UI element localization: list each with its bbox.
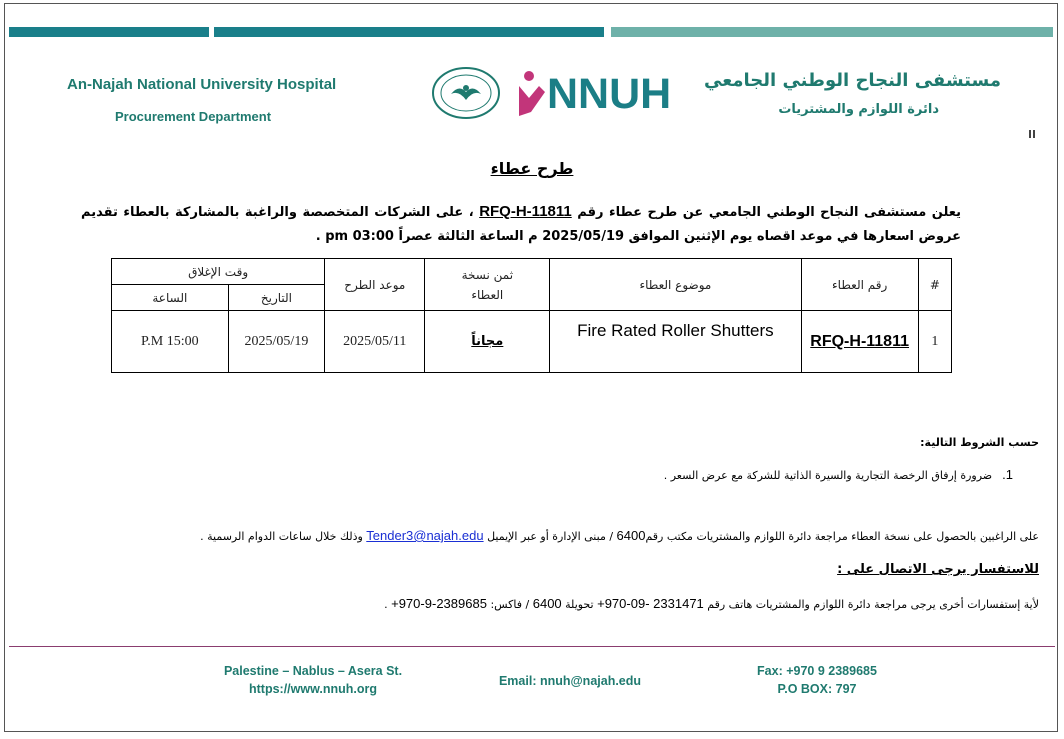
inquiry-text-1: لأية إستفسارات أخرى يرجى مراجعة دائرة اللوازم والمشتريات هاتف رقم xyxy=(703,598,1039,611)
footer-address-block xyxy=(213,662,413,698)
contact-heading: للاستفسار يرجى الاتصال على : xyxy=(837,562,1039,577)
paragraph-mark-icon xyxy=(1027,129,1037,139)
tender-copy-text-3: وذلك خلال ساعات الدوام الرسمية . xyxy=(200,530,367,543)
announcement-rfq-number: RFQ-H-11811 xyxy=(479,203,572,220)
inquiry-text-3: / فاكس: xyxy=(486,598,533,611)
nnuh-logo-text: NNUH xyxy=(547,70,672,118)
header-bar-right xyxy=(611,27,1053,37)
col-closing-header: وقت الإغلاق xyxy=(112,259,325,285)
footer-contact-block xyxy=(717,662,917,698)
col-subject-header: موضوع العطاء xyxy=(550,259,801,311)
inquiry-info xyxy=(384,596,1039,611)
condition-item-1 xyxy=(664,467,1013,482)
row-index: 1 xyxy=(918,311,951,373)
tender-announcement xyxy=(81,200,961,249)
col-index-header: # xyxy=(918,259,951,311)
row-tender-date: 2025/05/11 xyxy=(325,311,425,373)
tender-table xyxy=(111,258,952,373)
header-bar-left xyxy=(9,27,209,37)
footer-address: Palestine – Nablus – Asera St. xyxy=(223,664,403,678)
row-closing-date: 2025/05/19 xyxy=(228,311,325,373)
col-number-header: رقم العطاء xyxy=(801,259,918,311)
footer-email: Email: nnuh@najah.edu xyxy=(498,674,642,688)
university-seal-icon xyxy=(431,66,501,120)
col-price-header: ثمن نسخة العطاء xyxy=(425,259,550,311)
hospital-name-english: An-Najah National University Hospital xyxy=(67,76,337,93)
tender-heading: طرح عطاء xyxy=(490,159,574,178)
extension-number: 6400 xyxy=(532,596,562,611)
hospital-name-arabic: مستشفى النجاح الوطني الجامعي xyxy=(704,70,1001,91)
announcement-text-2: ، على الشركات المتخصصة والراغبة بالمشاركة بالعطاء تقديم عروض اسعارها في موعد اقصاه يوم الإثنين الموافق 2025/05/19 م الساعة الثالثة عصراً 03:00 pm . xyxy=(81,205,961,244)
footer-divider xyxy=(9,646,1055,647)
office-number: 6400 xyxy=(616,528,646,543)
footer-pobox: P.O BOX: 797 xyxy=(777,682,857,696)
col-closing-date-header: التاريخ xyxy=(228,285,325,311)
condition-item-text: ضرورة إرفاق الرخصة التجارية والسيرة الذاتية للشركة مع عرض السعر . xyxy=(663,469,993,482)
col-closing-time-header: الساعة xyxy=(112,285,229,311)
conditions-title: حسب الشروط التالية: xyxy=(920,436,1039,449)
row-tender-price: مجاناً xyxy=(425,311,550,373)
inquiry-text-2: تحويلة xyxy=(561,598,598,611)
tender-copy-text-2: / مبنى الإدارة أو عبر الإيميل xyxy=(483,530,617,543)
fax-number: 2389685-9-970+ xyxy=(391,596,487,611)
condition-item-number: 1. xyxy=(1002,467,1013,482)
footer-fax: Fax: +970 9 2389685 xyxy=(757,664,877,678)
row-tender-number: RFQ-H-11811 xyxy=(801,311,918,373)
phone-number: 2331471 -09-970+ xyxy=(597,596,704,611)
table-row xyxy=(112,311,952,373)
tender-email-link[interactable]: Tender3@najah.edu xyxy=(366,528,484,543)
tender-copy-info xyxy=(200,528,1039,543)
announcement-text-1: يعلن مستشفى النجاح الوطني الجامعي عن طرح عطاء رقم xyxy=(571,205,961,220)
header-bar-middle xyxy=(214,27,604,37)
row-closing-time: P.M 15:00 xyxy=(112,311,229,373)
tender-copy-text-1: على الراغبين بالحصول على نسخة العطاء مراجعة دائرة اللوازم والمشتريات مكتب رقم xyxy=(645,530,1039,543)
footer-website: https://www.nnuh.org xyxy=(249,682,377,696)
department-name-arabic: دائرة اللوازم والمشتريات xyxy=(778,102,939,117)
col-date-header: موعد الطرح xyxy=(325,259,425,311)
inquiry-text-end: . xyxy=(384,598,392,611)
row-tender-subject: Fire Rated Roller Shutters xyxy=(550,311,801,373)
document-page xyxy=(4,3,1058,732)
department-name-english: Procurement Department xyxy=(115,109,272,124)
